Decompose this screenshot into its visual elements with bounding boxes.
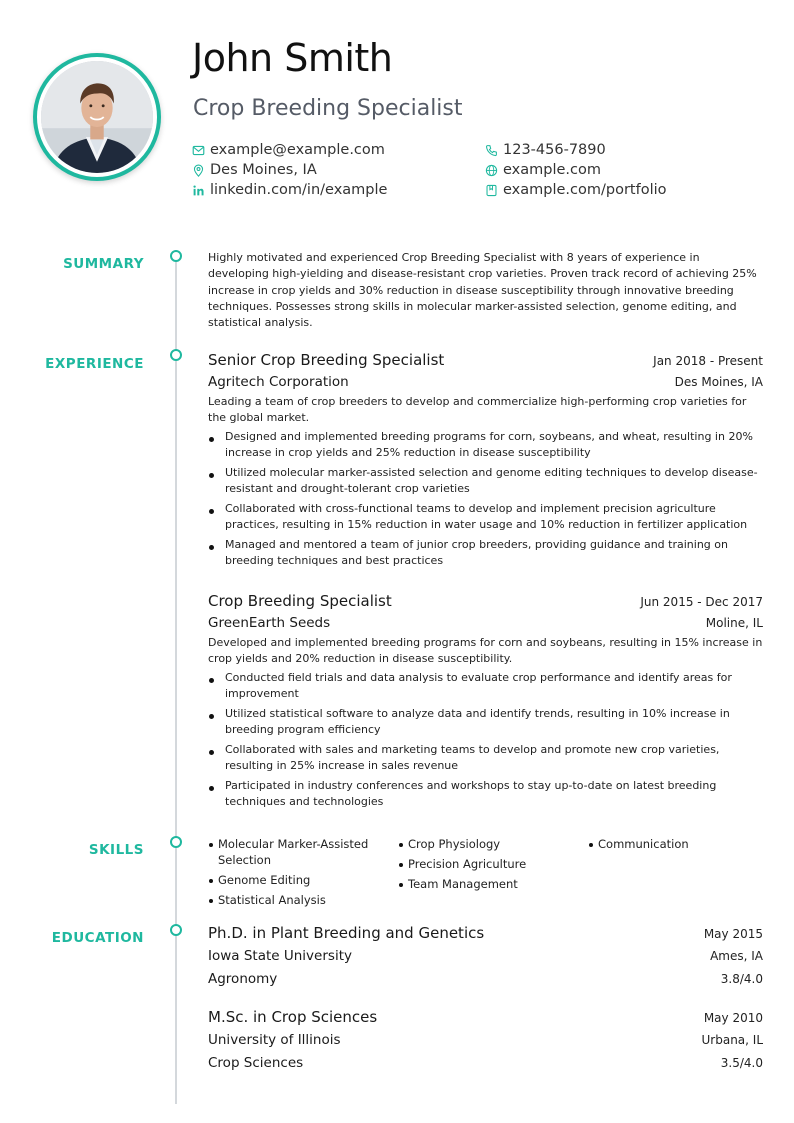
edu-location: Urbana, IL xyxy=(701,1032,763,1047)
job-dates: Jan 2018 - Present xyxy=(653,354,763,368)
job-header-row xyxy=(208,351,763,369)
job-company-row xyxy=(208,615,763,631)
bullet-text: Participated in industry conferences and workshops to stay up-to-date on latest breeding techniques and technologies xyxy=(225,779,717,808)
job-bullets xyxy=(208,670,763,810)
list-item xyxy=(208,537,763,569)
bookmark-icon xyxy=(485,184,498,197)
experience-item xyxy=(208,592,763,814)
envelope-icon xyxy=(192,144,205,157)
job-bullets xyxy=(208,429,763,569)
linkedin-icon xyxy=(192,184,205,197)
section-label-skills: SKILLS xyxy=(88,842,144,858)
section-label-experience: EXPERIENCE xyxy=(45,356,144,372)
edu-school: University of Illinois xyxy=(208,1031,341,1048)
list-item xyxy=(208,742,763,774)
job-title: Senior Crop Breeding Specialist xyxy=(208,351,445,369)
bullet-dot xyxy=(209,545,214,550)
resume-header xyxy=(0,0,794,220)
edu-degree: Ph.D. in Plant Breeding and Genetics xyxy=(208,924,485,942)
contact-linkedin[interactable] xyxy=(192,182,387,198)
bullet-dot xyxy=(589,843,593,847)
list-item xyxy=(208,778,763,810)
job-header-row xyxy=(208,592,763,610)
job-location: Des Moines, IA xyxy=(674,375,763,389)
job-dates: Jun 2015 - Dec 2017 xyxy=(640,595,763,609)
list-item xyxy=(208,501,763,533)
profile-photo xyxy=(41,61,153,173)
section-label-education: EDUCATION xyxy=(51,930,144,946)
timeline-dot-education xyxy=(170,924,182,936)
contact-info xyxy=(192,142,752,206)
skill-text: Crop Physiology xyxy=(408,837,501,851)
contact-phone[interactable] xyxy=(485,142,606,158)
bullet-text: Utilized statistical software to analyze data and identify trends, resulting in 10% increase in breeding program efficiency xyxy=(225,707,730,736)
education-item xyxy=(208,924,763,995)
skills-list xyxy=(208,836,763,906)
skill-text: Statistical Analysis xyxy=(218,893,326,907)
candidate-name: John Smith xyxy=(192,36,393,80)
edu-degree-row xyxy=(208,924,763,948)
skill-item xyxy=(208,872,388,888)
list-item xyxy=(208,465,763,497)
profile-photo-frame xyxy=(33,53,161,181)
phone-text: 123-456-7890 xyxy=(503,142,606,158)
email-text: example@example.com xyxy=(210,142,385,158)
timeline-line xyxy=(175,258,177,1104)
skills-column xyxy=(398,836,578,896)
candidate-title: Crop Breeding Specialist xyxy=(193,96,463,121)
bullet-text: Collaborated with sales and marketing teams to develop and promote new crop varieties, resulting in 25% increase in sales revenue xyxy=(225,743,720,772)
edu-location: Ames, IA xyxy=(710,948,763,963)
linkedin-text: linkedin.com/in/example xyxy=(210,182,388,198)
edu-field: Crop Sciences xyxy=(208,1055,304,1071)
location-text: Des Moines, IA xyxy=(210,162,317,178)
job-description: Leading a team of crop breeders to develop and commercialize high-performing crop varieties for the global market. xyxy=(208,395,747,424)
skills-column xyxy=(588,836,768,856)
website-text: example.com xyxy=(503,162,601,178)
map-pin-icon xyxy=(192,164,205,177)
bullet-text: Collaborated with cross-functional teams to develop and implement precision agriculture practices, resulting in 15% reduction in water usage and 10% reduction in fertilizer application xyxy=(225,502,748,531)
list-item xyxy=(208,670,763,702)
skill-text: Precision Agriculture xyxy=(408,857,527,871)
job-company: Agritech Corporation xyxy=(208,374,349,390)
summary-text: Highly motivated and experienced Crop Breeding Specialist with 8 years of experience in developing high-yielding and disease-resistant crop varieties. Proven track record of achieving 25% increase in crop yields and 30% reduction in disease susceptibility through innovative breeding techniques. Possesses strong skills in molecular marker-assisted selection, genome editing, and statistical analysis. xyxy=(208,251,757,330)
phone-icon xyxy=(485,144,498,157)
bullet-text: Managed and mentored a team of junior crop breeders, providing guidance and training on breeding techniques and best practices xyxy=(225,538,728,567)
experience-item xyxy=(208,351,763,573)
skill-text: Communication xyxy=(598,837,689,851)
list-item xyxy=(208,706,763,738)
bullet-dot xyxy=(209,750,214,755)
edu-date: May 2015 xyxy=(703,927,763,941)
skill-item xyxy=(588,836,768,852)
skill-item xyxy=(208,836,388,868)
timeline-dot-summary xyxy=(170,250,182,262)
bullet-dot xyxy=(209,509,214,514)
skill-item xyxy=(398,876,578,892)
job-title: Crop Breeding Specialist xyxy=(208,592,392,610)
timeline-dot-skills xyxy=(170,836,182,848)
bullet-dot xyxy=(399,883,403,887)
contact-website[interactable] xyxy=(485,162,601,178)
job-location: Moline, IL xyxy=(705,616,763,630)
skill-item xyxy=(208,892,388,908)
bullet-dot xyxy=(209,473,214,478)
edu-school-row xyxy=(208,1032,763,1056)
job-description: Developed and implemented breeding programs for corn and soybeans, resulting in 15% increase in crop yields and 20% reduction in disease susceptibility. xyxy=(208,636,763,665)
edu-field-row xyxy=(208,971,763,995)
bullet-text: Utilized molecular marker-assisted selection and genome editing techniques to develop disease-resistant and drought-tolerant crop varieties xyxy=(225,466,758,495)
bullet-dot xyxy=(209,879,213,883)
edu-date: May 2010 xyxy=(703,1011,763,1025)
edu-field: Agronomy xyxy=(208,971,278,987)
edu-field-row xyxy=(208,1055,763,1079)
skill-text: Molecular Marker-Assisted Selection xyxy=(218,837,369,867)
bullet-text: Conducted field trials and data analysis to evaluate crop performance and identify areas for improvement xyxy=(225,671,732,700)
bullet-dot xyxy=(399,863,403,867)
education-item xyxy=(208,1008,763,1079)
skill-item xyxy=(398,836,578,852)
edu-gpa: 3.8/4.0 xyxy=(720,972,763,986)
edu-school: Iowa State University xyxy=(208,947,352,964)
edu-school-row xyxy=(208,948,763,972)
bullet-dot xyxy=(209,843,213,847)
bullet-dot xyxy=(209,714,214,719)
skills-column xyxy=(208,836,388,912)
contact-location xyxy=(192,162,317,178)
bullet-dot xyxy=(209,437,214,442)
bullet-dot xyxy=(399,843,403,847)
skill-item xyxy=(398,856,578,872)
job-company: GreenEarth Seeds xyxy=(208,615,331,631)
skill-text: Genome Editing xyxy=(218,873,311,887)
skill-text: Team Management xyxy=(408,877,518,891)
bullet-text: Designed and implemented breeding programs for corn, soybeans, and wheat, resulting in 20% increase in crop yields and 25% reduction in disease susceptibility xyxy=(225,430,753,459)
edu-gpa: 3.5/4.0 xyxy=(720,1056,763,1070)
portfolio-text: example.com/portfolio xyxy=(503,182,667,198)
section-label-summary: SUMMARY xyxy=(63,256,144,272)
globe-icon xyxy=(485,164,498,177)
edu-degree-row xyxy=(208,1008,763,1032)
contact-email[interactable] xyxy=(192,142,385,158)
edu-degree: M.Sc. in Crop Sciences xyxy=(208,1008,378,1026)
bullet-dot xyxy=(209,678,214,683)
timeline-dot-experience xyxy=(170,349,182,361)
bullet-dot xyxy=(209,786,214,791)
contact-portfolio[interactable] xyxy=(485,182,667,198)
list-item xyxy=(208,429,763,461)
bullet-dot xyxy=(209,899,213,903)
job-company-row xyxy=(208,374,763,390)
